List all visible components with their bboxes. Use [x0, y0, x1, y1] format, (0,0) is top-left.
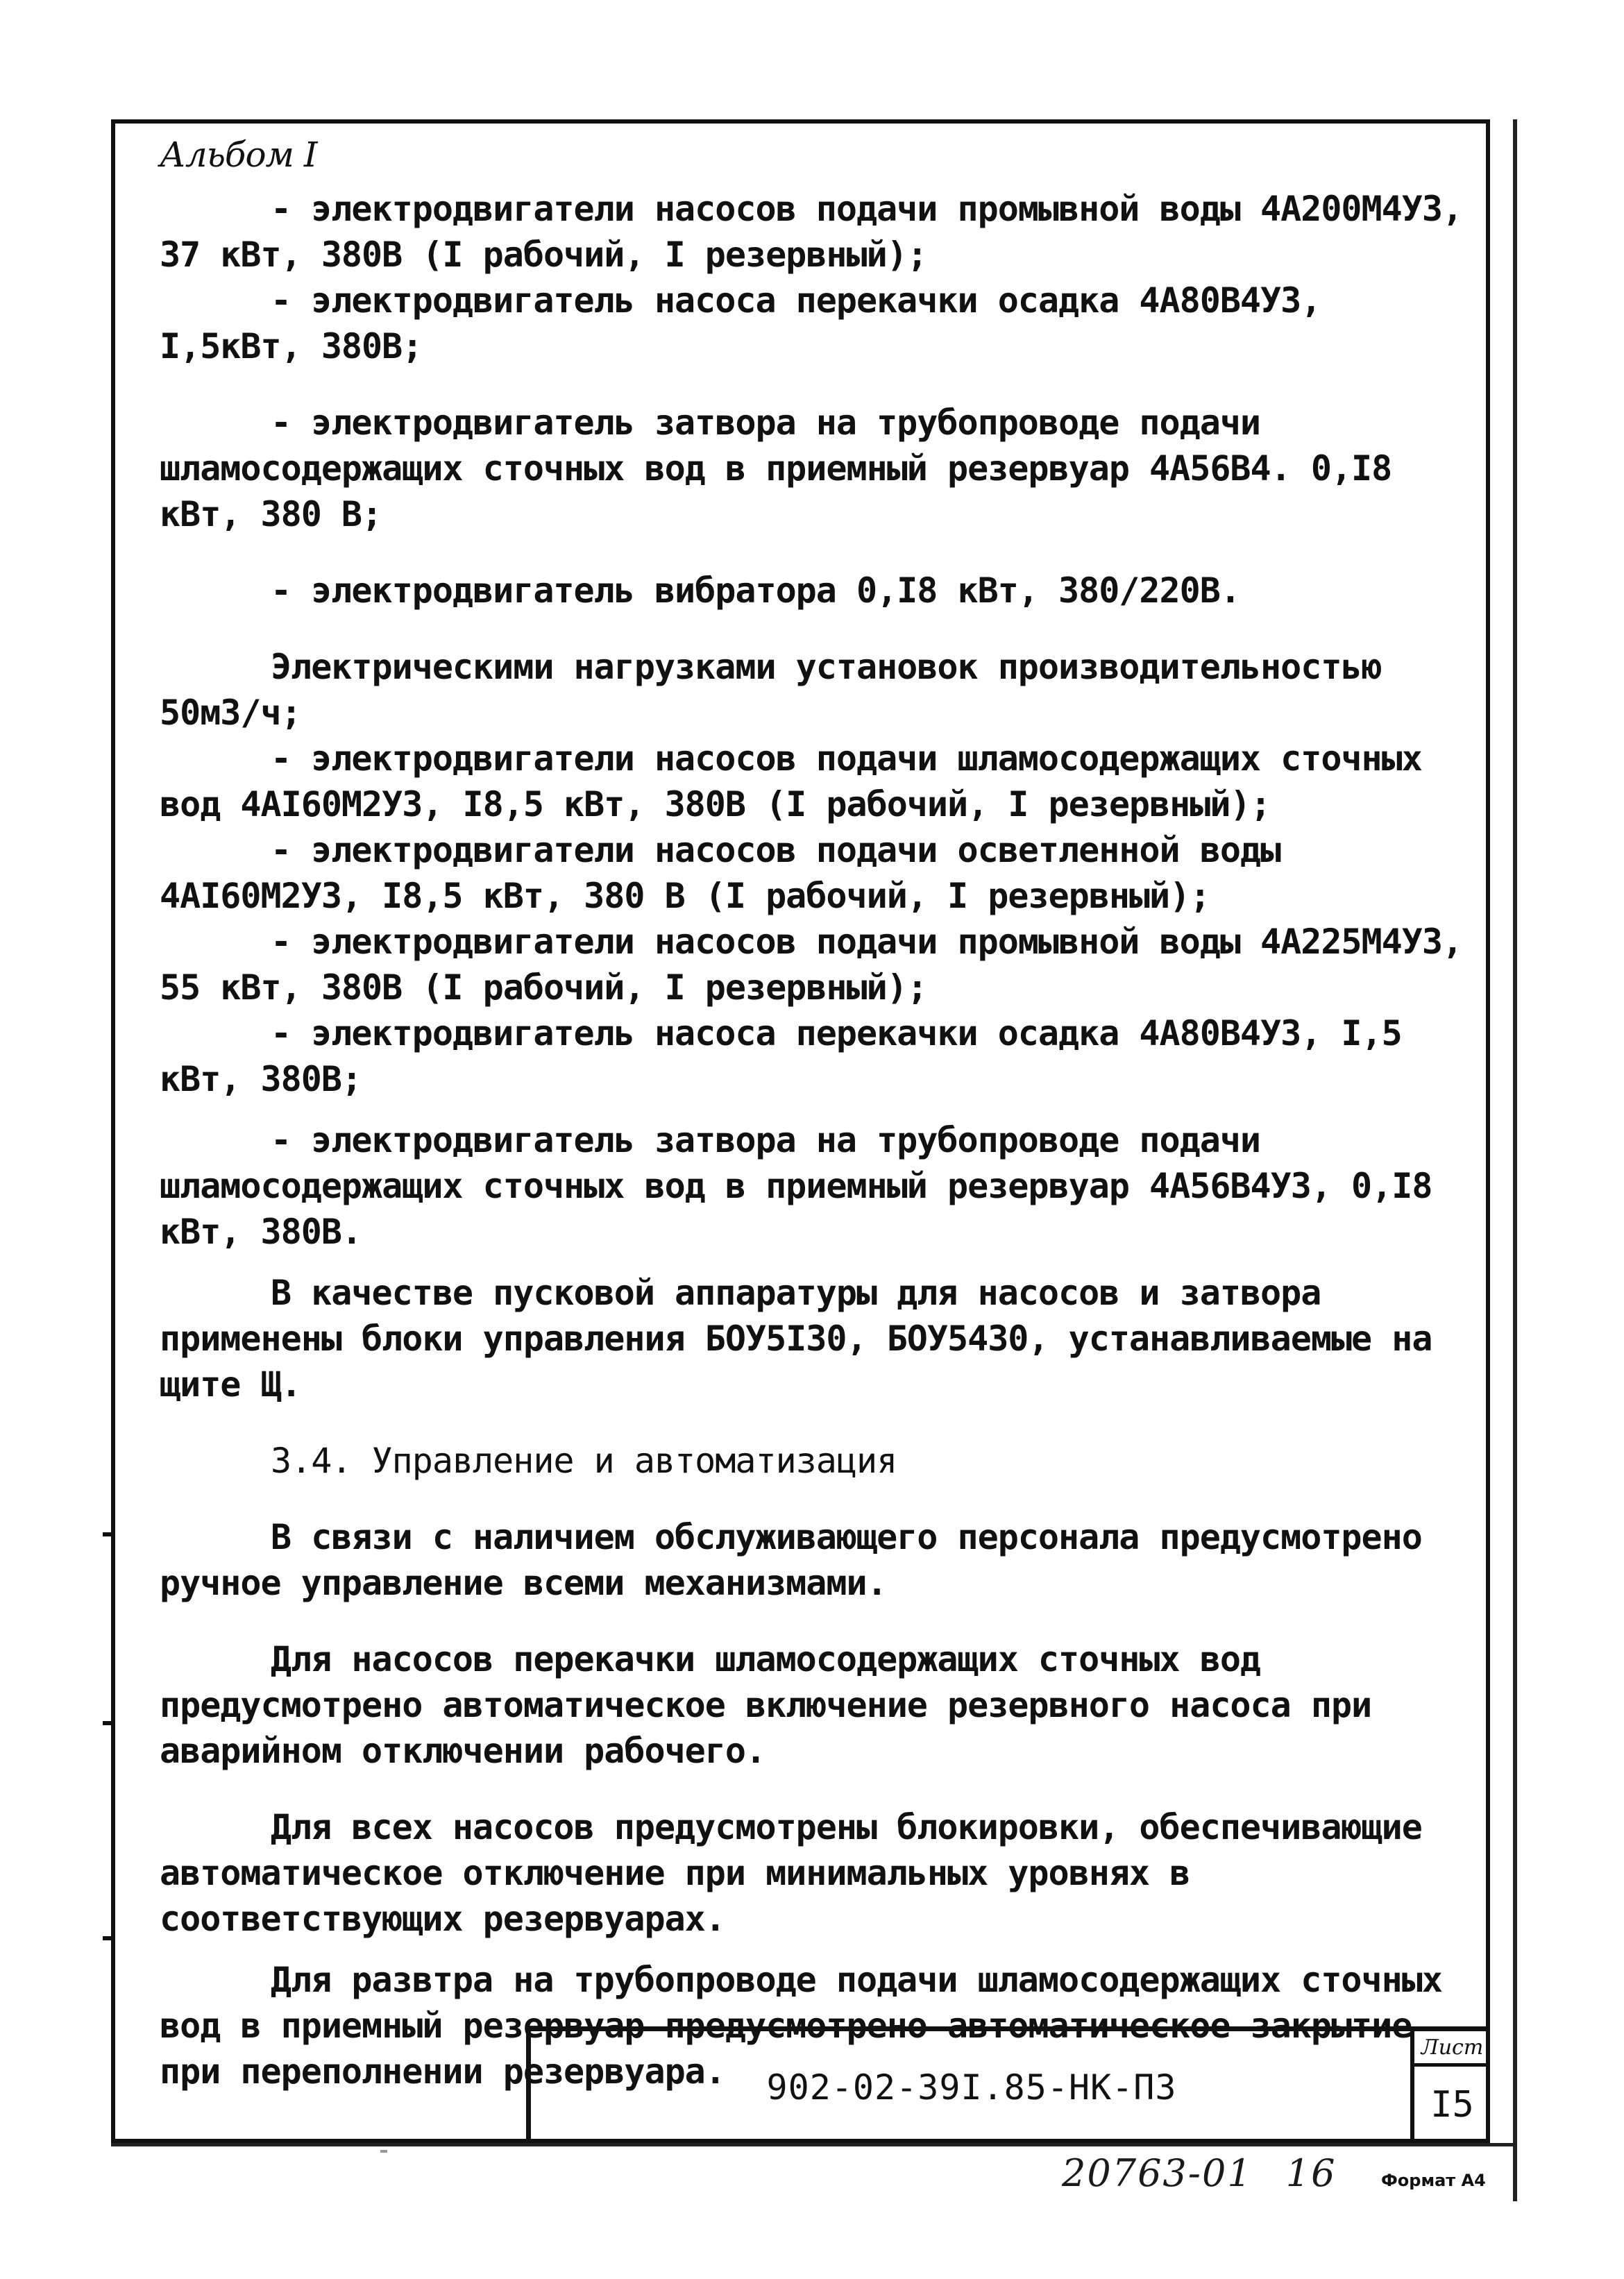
paragraph: - электродвигатель насоса перекачки осадка 4А80В4У3, I,5 кВт, 380В;	[160, 1013, 1402, 1099]
outer-frame-line-bottom	[111, 2143, 1517, 2146]
paragraph: - электродвигатели насосов подачи промывной воды 4А225М4У3, 55 кВт, 380В (I рабочий, I резервный);	[160, 922, 1463, 1008]
paragraph: - электродвигатели насосов подачи осветленной воды 4АI60М2У3, I8,5 кВт, 380 В (I рабочий, I резервный);	[160, 830, 1281, 916]
format-label: Формат А4	[1381, 2171, 1486, 2190]
paragraph: В связи с наличием обслуживающего персонала предусмотрено ручное управление всеми механизмами.	[160, 1517, 1422, 1603]
paragraph: - электродвигатели насосов подачи шламосодержащих сточных вод 4АI60М2У3, I8,5 кВт, 380В (I рабочий, I резервный);	[160, 738, 1422, 824]
title-block	[526, 2026, 1490, 2143]
handwritten-note	[1062, 2151, 1336, 2195]
outer-frame-line-right	[1513, 119, 1517, 2201]
paragraph: - электродвигатели насосов подачи промывной воды 4А200М4У3, 37 кВт, 380В (I рабочий, I резервный);	[160, 189, 1463, 275]
paragraph: В качестве пусковой аппаратуры для насосов и затвора применены блоки управления БОУ5I30, БОУ5430, устанавливаемые на щите Щ.	[160, 1273, 1432, 1405]
document-code: 902-02-39I.85-НК-ПЗ	[766, 2067, 1177, 2108]
smudge	[380, 2150, 387, 2153]
sheet-box	[1410, 2031, 1490, 2143]
section-heading: 3.4. Управление и автоматизация	[271, 1441, 897, 1481]
paragraph: - электродвигатель насоса перекачки осадка 4А80В4У3, I,5кВт, 380В;	[160, 280, 1321, 366]
margin-tick	[103, 1532, 115, 1536]
paragraph: Для насосов перекачки шламосодержащих сточных вод предусмотрено автоматическое включение резервного насоса при аварийном отключении рабочего.	[160, 1639, 1372, 1771]
margin-tick	[103, 1936, 115, 1940]
paragraph: Для развтра на трубопроводе подачи шламосодержащих сточных вод в приемный резервуар предусмотрено автоматическое закрытие при переполнении резервуара.	[160, 1960, 1442, 2092]
sheet-number: I5	[1430, 2084, 1474, 2126]
handwritten-code: 20763-01	[1062, 2151, 1253, 2195]
sheet-label: Лист	[1414, 2031, 1490, 2067]
paragraph: Электрическими нагрузками установок производительностью 50м3/ч;	[160, 647, 1382, 733]
paragraph: - электродвигатель затвора на трубопроводе подачи шламосодержащих сточных вод в приемный резервуар 4А56В4. 0,I8 кВт, 380 В;	[160, 403, 1392, 534]
album-label: Альбом I	[160, 135, 317, 175]
paragraph: Для всех насосов предусмотрены блокировки, обеспечивающие автоматическое отключение при минимальных уровнях в соответствующих резервуарах.	[160, 1807, 1422, 1939]
margin-tick	[103, 1721, 115, 1725]
paragraph: - электродвигатель вибратора 0,I8 кВт, 380/220В.	[271, 570, 1240, 611]
document-body	[160, 132, 1482, 2125]
handwritten-number: 16	[1285, 2151, 1337, 2195]
paragraph: - электродвигатель затвора на трубопроводе подачи шламосодержащих сточных вод в приемный резервуар 4А56В4У3, 0,I8 кВт, 380В.	[160, 1120, 1432, 1252]
